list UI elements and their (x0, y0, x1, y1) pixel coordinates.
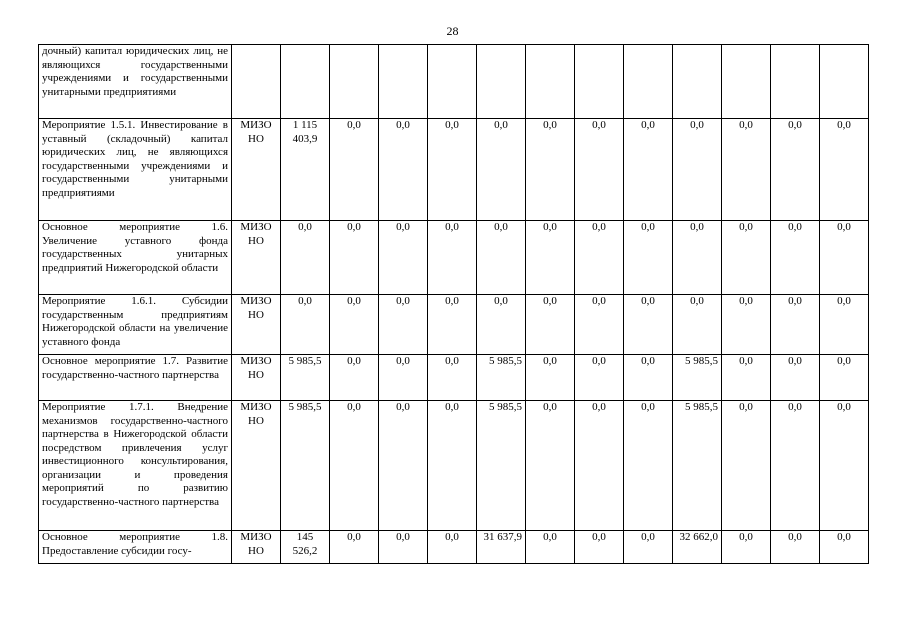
value-cell (771, 45, 820, 119)
value-cell: 0,0 (330, 295, 379, 355)
executor-cell: МИЗО НО (232, 401, 281, 531)
executor-cell: МИЗО НО (232, 531, 281, 564)
activity-description: Основное мероприятие 1.8. Предоставление субсидии госу- (39, 531, 232, 564)
value-cell (673, 45, 722, 119)
value-cell: 0,0 (820, 295, 869, 355)
executor-cell: МИЗО НО (232, 295, 281, 355)
value-cell: 0,0 (575, 531, 624, 564)
activity-description: Мероприятие 1.5.1. Инвестирование в уставный (складочный) капитал юридических лиц, не являющихся государственными учреждениями и государственными унитарными предприятиями (39, 119, 232, 221)
value-cell: 0,0 (722, 531, 771, 564)
value-cell: 0,0 (379, 295, 428, 355)
value-cell: 0,0 (624, 355, 673, 401)
value-cell: 0,0 (771, 221, 820, 295)
value-cell: 0,0 (820, 531, 869, 564)
table-row (39, 355, 869, 401)
value-cell: 0,0 (379, 119, 428, 221)
value-cell: 0,0 (379, 355, 428, 401)
program-activities-table (38, 44, 869, 564)
value-cell: 0,0 (330, 401, 379, 531)
value-cell: 0,0 (526, 531, 575, 564)
value-cell: 0,0 (477, 221, 526, 295)
value-cell: 0,0 (526, 401, 575, 531)
value-cell: 0,0 (771, 355, 820, 401)
value-cell: 0,0 (428, 355, 477, 401)
value-cell: 0,0 (820, 119, 869, 221)
value-cell (379, 45, 428, 119)
value-cell (526, 45, 575, 119)
value-cell: 0,0 (428, 401, 477, 531)
value-cell: 0,0 (624, 221, 673, 295)
table-row (39, 119, 869, 221)
executor-cell: МИЗО НО (232, 221, 281, 295)
value-cell: 0,0 (379, 531, 428, 564)
value-cell: 0,0 (526, 355, 575, 401)
value-cell: 0,0 (379, 221, 428, 295)
page-number: 28 (446, 24, 459, 38)
value-cell: 0,0 (722, 221, 771, 295)
total-cell (281, 45, 330, 119)
value-cell: 0,0 (771, 295, 820, 355)
value-cell: 0,0 (526, 221, 575, 295)
value-cell: 0,0 (575, 221, 624, 295)
value-cell: 0,0 (330, 221, 379, 295)
value-cell (428, 45, 477, 119)
value-cell: 0,0 (771, 401, 820, 531)
value-cell: 5 985,5 (477, 401, 526, 531)
value-cell: 0,0 (330, 531, 379, 564)
value-cell: 0,0 (820, 401, 869, 531)
activity-description: Мероприятие 1.6.1. Субсидии государственным предприятиям Нижегородской области на увеличение уставного фонда (39, 295, 232, 355)
value-cell: 0,0 (330, 119, 379, 221)
value-cell: 0,0 (673, 295, 722, 355)
value-cell (820, 45, 869, 119)
value-cell: 0,0 (477, 119, 526, 221)
value-cell: 0,0 (428, 119, 477, 221)
value-cell (330, 45, 379, 119)
total-cell: 1 115 403,9 (281, 119, 330, 221)
value-cell: 0,0 (624, 401, 673, 531)
value-cell (722, 45, 771, 119)
activity-description: дочный) капитал юридических лиц, не являющихся государственными учреждениями и государственными унитарными предприятиями (39, 45, 232, 119)
value-cell: 0,0 (477, 295, 526, 355)
value-cell (624, 45, 673, 119)
total-cell: 145 526,2 (281, 531, 330, 564)
value-cell: 32 662,0 (673, 531, 722, 564)
value-cell (477, 45, 526, 119)
activity-description: Основное мероприятие 1.7. Развитие государственно-частного партнерства (39, 355, 232, 401)
table-row (39, 401, 869, 531)
table-row (39, 45, 869, 119)
value-cell: 0,0 (722, 295, 771, 355)
value-cell: 0,0 (575, 401, 624, 531)
total-cell: 5 985,5 (281, 355, 330, 401)
executor-cell: МИЗО НО (232, 119, 281, 221)
value-cell: 0,0 (330, 355, 379, 401)
value-cell: 0,0 (771, 531, 820, 564)
value-cell: 0,0 (673, 119, 722, 221)
value-cell: 0,0 (624, 531, 673, 564)
value-cell: 0,0 (820, 355, 869, 401)
value-cell: 0,0 (771, 119, 820, 221)
activity-description: Мероприятие 1.7.1. Внедрение механизмов государственно-частного партнерства в Нижегородской области посредством привлечения услуг инвестиционного консультирования, организации и проведения мероприятий по развитию государственно-частного партнерства (39, 401, 232, 531)
value-cell: 0,0 (526, 295, 575, 355)
table-row (39, 221, 869, 295)
total-cell: 0,0 (281, 295, 330, 355)
value-cell: 31 637,9 (477, 531, 526, 564)
value-cell: 0,0 (820, 221, 869, 295)
value-cell: 0,0 (624, 119, 673, 221)
value-cell: 0,0 (428, 295, 477, 355)
value-cell: 0,0 (575, 355, 624, 401)
value-cell: 0,0 (624, 295, 673, 355)
total-cell: 5 985,5 (281, 401, 330, 531)
activity-description: Основное мероприятие 1.6. Увеличение уставного фонда государственных унитарных предприятий Нижегородской области (39, 221, 232, 295)
executor-cell (232, 45, 281, 119)
table-body (39, 45, 869, 564)
value-cell: 0,0 (428, 531, 477, 564)
value-cell: 0,0 (428, 221, 477, 295)
value-cell: 0,0 (722, 355, 771, 401)
value-cell: 0,0 (379, 401, 428, 531)
value-cell: 5 985,5 (477, 355, 526, 401)
value-cell: 0,0 (575, 295, 624, 355)
total-cell: 0,0 (281, 221, 330, 295)
value-cell: 0,0 (575, 119, 624, 221)
table-row (39, 295, 869, 355)
executor-cell: МИЗО НО (232, 355, 281, 401)
value-cell: 0,0 (673, 221, 722, 295)
value-cell: 5 985,5 (673, 355, 722, 401)
value-cell: 5 985,5 (673, 401, 722, 531)
value-cell: 0,0 (722, 401, 771, 531)
value-cell (575, 45, 624, 119)
value-cell: 0,0 (722, 119, 771, 221)
value-cell: 0,0 (526, 119, 575, 221)
table-row (39, 531, 869, 564)
